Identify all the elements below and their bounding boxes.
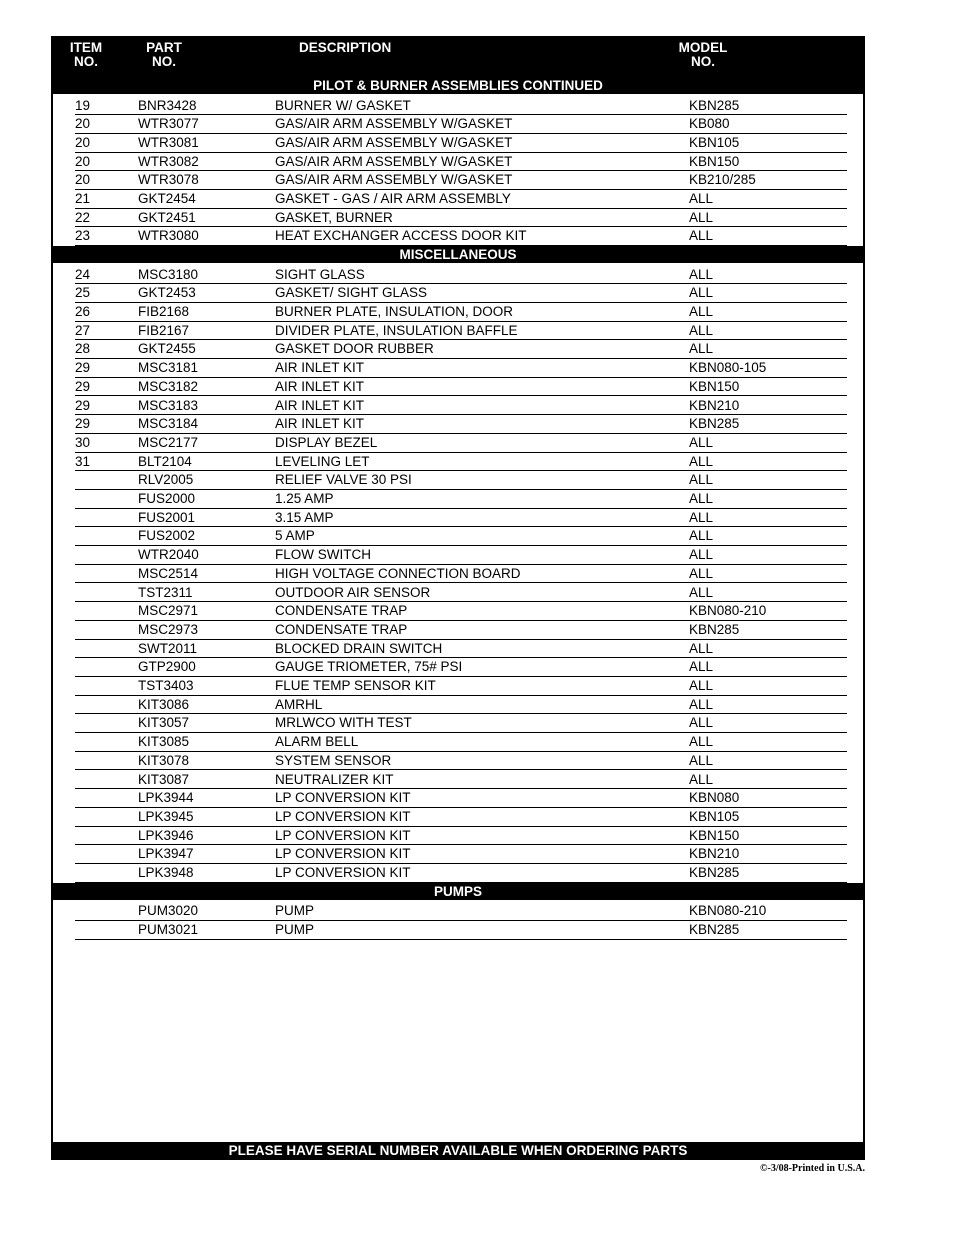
part-no-cell: WTR2040 xyxy=(138,547,199,563)
model-no-cell: ALL xyxy=(689,696,714,712)
table-row xyxy=(75,564,847,584)
model-no-cell: ALL xyxy=(689,509,714,525)
header-item-no-line1: ITEM xyxy=(69,40,103,55)
model-no-cell: ALL xyxy=(689,659,714,675)
part-no-cell: LPK3944 xyxy=(138,790,194,806)
part-no-cell: KIT3087 xyxy=(138,771,190,787)
description-cell: LEVELING LET xyxy=(275,453,370,469)
table-row xyxy=(75,920,847,940)
table-row xyxy=(75,826,847,846)
item-no-cell: 20 xyxy=(75,172,91,188)
model-no-cell: ALL xyxy=(689,734,714,750)
model-no-cell: ALL xyxy=(689,547,714,563)
table-row xyxy=(75,713,847,733)
description-cell: HEAT EXCHANGER ACCESS DOOR KIT xyxy=(275,228,527,244)
part-no-cell: SWT2011 xyxy=(138,640,198,656)
model-no-cell: ALL xyxy=(689,266,714,282)
table-row xyxy=(75,601,847,621)
description-cell: 1.25 AMP xyxy=(275,491,334,506)
part-no-cell: LPK3946 xyxy=(138,827,194,843)
table-row xyxy=(75,226,847,246)
part-no-cell: MSC2177 xyxy=(138,434,199,450)
item-no-cell: 26 xyxy=(75,304,91,319)
description-cell: HIGH VOLTAGE CONNECTION BOARD xyxy=(275,565,521,581)
item-no-cell: 27 xyxy=(75,322,91,338)
description-cell: GASKET/ SIGHT GLASS xyxy=(275,285,428,301)
part-no-cell: WTR3081 xyxy=(138,134,199,150)
header-model-no xyxy=(671,41,735,69)
part-no-cell: TST3403 xyxy=(138,678,194,693)
part-no-cell: RLV2005 xyxy=(138,472,194,488)
part-no-cell: WTR3078 xyxy=(138,172,199,188)
model-no-cell: ALL xyxy=(689,191,714,206)
description-cell: BURNER PLATE, INSULATION, DOOR xyxy=(275,304,514,319)
description-cell: GAS/AIR ARM ASSEMBLY W/GASKET xyxy=(275,172,513,188)
part-no-cell: KIT3078 xyxy=(138,752,190,768)
item-no-cell: 31 xyxy=(75,453,91,469)
part-no-cell: BLT2104 xyxy=(138,453,192,469)
description-cell: GAUGE TRIOMETER, 75# PSI xyxy=(275,659,463,675)
item-no-cell: 20 xyxy=(75,116,91,132)
description-cell: GAS/AIR ARM ASSEMBLY W/GASKET xyxy=(275,134,513,150)
table-row xyxy=(75,770,847,790)
item-no-cell: 29 xyxy=(75,360,91,376)
part-no-cell: PUM3020 xyxy=(138,903,199,919)
description-cell: MRLWCO WITH TEST xyxy=(275,715,412,731)
table-row xyxy=(75,433,847,453)
header-model-no-line1: MODEL xyxy=(678,40,728,55)
header-part-no-line2: NO. xyxy=(151,54,176,69)
table-row xyxy=(75,526,847,546)
model-no-cell: ALL xyxy=(689,584,714,600)
description-cell: SIGHT GLASS xyxy=(275,266,365,282)
header-part-no xyxy=(141,41,187,69)
part-no-cell: MSC2514 xyxy=(138,565,199,581)
model-no-cell: KBN150 xyxy=(689,827,740,843)
model-no-cell: ALL xyxy=(689,528,714,544)
item-no-cell: 29 xyxy=(75,416,91,432)
description-cell: OUTDOOR AIR SENSOR xyxy=(275,584,431,600)
table-header xyxy=(51,36,865,78)
part-no-cell: FUS2001 xyxy=(138,509,196,525)
table-row xyxy=(75,396,847,416)
model-no-cell: ALL xyxy=(689,491,714,506)
model-no-cell: ALL xyxy=(689,678,714,693)
part-no-cell: FIB2167 xyxy=(138,322,190,338)
description-cell: NEUTRALIZER KIT xyxy=(275,771,394,787)
part-no-cell: TST2311 xyxy=(138,584,193,600)
model-no-cell: ALL xyxy=(689,341,714,357)
description-cell: DISPLAY BEZEL xyxy=(275,434,378,450)
item-no-cell: 29 xyxy=(75,397,91,413)
description-cell: LP CONVERSION KIT xyxy=(275,865,411,880)
part-no-cell: BNR3428 xyxy=(138,97,197,113)
part-no-cell: PUM3021 xyxy=(138,921,199,937)
model-no-cell: KBN080-210 xyxy=(689,603,767,619)
item-no-cell: 20 xyxy=(75,153,91,169)
table-row xyxy=(75,377,847,397)
description-cell: RELIEF VALVE 30 PSI xyxy=(275,472,412,488)
part-no-cell: FUS2000 xyxy=(138,491,196,506)
model-no-cell: ALL xyxy=(689,453,714,469)
description-cell: LP CONVERSION KIT xyxy=(275,808,411,824)
model-no-cell: ALL xyxy=(689,752,714,768)
header-item-no xyxy=(63,41,109,69)
part-no-cell: LPK3945 xyxy=(138,808,194,824)
table-row xyxy=(75,657,847,677)
description-cell: 3.15 AMP xyxy=(275,509,334,525)
section-header: PUMPS xyxy=(51,883,865,900)
model-no-cell: ALL xyxy=(689,285,714,301)
model-no-cell: KB080 xyxy=(689,116,730,132)
description-cell: GAS/AIR ARM ASSEMBLY W/GASKET xyxy=(275,116,513,132)
table-row xyxy=(75,265,847,285)
table-row xyxy=(75,189,847,209)
model-no-cell: KBN080-210 xyxy=(689,903,767,919)
footer-notice: PLEASE HAVE SERIAL NUMBER AVAILABLE WHEN ORDERING PARTS xyxy=(51,1142,865,1160)
description-cell: PUMP xyxy=(275,921,315,937)
description-cell: GASKET - GAS / AIR ARM ASSEMBLY xyxy=(275,191,511,206)
section-header: MISCELLANEOUS xyxy=(51,246,865,263)
model-no-cell: KBN105 xyxy=(689,134,740,150)
description-cell: CONDENSATE TRAP xyxy=(275,621,408,637)
model-no-cell: KB210/285 xyxy=(689,172,756,188)
table-row xyxy=(75,676,847,696)
description-cell: GAS/AIR ARM ASSEMBLY W/GASKET xyxy=(275,153,513,169)
table-row xyxy=(75,339,847,359)
description-cell: DIVIDER PLATE, INSULATION BAFFLE xyxy=(275,322,518,338)
model-no-cell: KBN285 xyxy=(689,416,740,432)
model-no-cell: KBN080-105 xyxy=(689,360,767,376)
model-no-cell: ALL xyxy=(689,640,714,656)
item-no-cell: 19 xyxy=(75,97,91,113)
part-no-cell: MSC3181 xyxy=(138,360,199,376)
part-no-cell: FUS2002 xyxy=(138,528,196,544)
model-no-cell: ALL xyxy=(689,304,714,319)
part-no-cell: KIT3085 xyxy=(138,734,190,750)
description-cell: SYSTEM SENSOR xyxy=(275,752,392,768)
model-no-cell: KBN285 xyxy=(689,97,740,113)
part-no-cell: LPK3947 xyxy=(138,846,194,862)
description-cell: GASKET DOOR RUBBER xyxy=(275,341,434,357)
part-no-cell: GKT2451 xyxy=(138,209,196,225)
model-no-cell: KBN285 xyxy=(689,621,740,637)
table-row xyxy=(75,863,847,883)
item-no-cell: 25 xyxy=(75,285,91,301)
part-no-cell: MSC3180 xyxy=(138,266,199,282)
description-cell: AIR INLET KIT xyxy=(275,360,365,376)
description-cell: LP CONVERSION KIT xyxy=(275,827,411,843)
part-no-cell: GKT2455 xyxy=(138,341,196,357)
table-row xyxy=(75,321,847,341)
table-row xyxy=(75,695,847,715)
model-no-cell: ALL xyxy=(689,228,714,244)
item-no-cell: 22 xyxy=(75,209,91,225)
description-cell: PUMP xyxy=(275,903,315,919)
part-no-cell: WTR3082 xyxy=(138,153,199,169)
table-row xyxy=(75,208,847,228)
model-no-cell: ALL xyxy=(689,472,714,488)
table-row xyxy=(75,844,847,864)
table-row xyxy=(75,732,847,752)
section-header: PILOT & BURNER ASSEMBLIES CONTINUED xyxy=(51,77,865,94)
model-no-cell: ALL xyxy=(689,322,714,338)
model-no-cell: KBN210 xyxy=(689,846,740,862)
model-no-cell: KBN210 xyxy=(689,397,740,413)
part-no-cell: MSC3183 xyxy=(138,397,199,413)
part-no-cell: FIB2168 xyxy=(138,304,190,319)
table-row xyxy=(75,414,847,434)
table-row xyxy=(75,152,847,172)
header-description-text: DESCRIPTION xyxy=(299,40,392,55)
table-row xyxy=(75,901,847,921)
description-cell: LP CONVERSION KIT xyxy=(275,790,411,806)
table-row xyxy=(75,283,847,303)
description-cell: GASKET, BURNER xyxy=(275,209,393,225)
description-cell: AIR INLET KIT xyxy=(275,416,365,432)
header-model-no-line2: NO. xyxy=(690,54,715,69)
description-cell: AIR INLET KIT xyxy=(275,397,365,413)
part-no-cell: MSC3184 xyxy=(138,416,199,432)
table-row xyxy=(75,583,847,603)
table-row xyxy=(75,639,847,659)
table-row xyxy=(75,751,847,771)
part-no-cell: KIT3086 xyxy=(138,696,190,712)
part-no-cell: GTP2900 xyxy=(138,659,196,675)
description-cell: FLOW SWITCH xyxy=(275,547,371,563)
description-cell: BLOCKED DRAIN SWITCH xyxy=(275,640,443,656)
table-row xyxy=(75,489,847,509)
model-no-cell: KBN150 xyxy=(689,378,740,394)
model-no-cell: KBN080 xyxy=(689,790,740,806)
item-no-cell: 20 xyxy=(75,134,91,150)
table-row xyxy=(75,452,847,472)
model-no-cell: KBN105 xyxy=(689,808,740,824)
item-no-cell: 28 xyxy=(75,341,91,357)
table-row xyxy=(75,170,847,190)
model-no-cell: KBN285 xyxy=(689,865,740,880)
description-cell: CONDENSATE TRAP xyxy=(275,603,408,619)
part-no-cell: GKT2453 xyxy=(138,285,196,301)
header-part-no-line1: PART xyxy=(146,40,182,55)
part-no-cell: MSC3182 xyxy=(138,378,199,394)
header-item-no-line2: NO. xyxy=(73,54,98,69)
model-no-cell: KBN285 xyxy=(689,921,740,937)
model-no-cell: KBN150 xyxy=(689,153,740,169)
table-row xyxy=(75,114,847,134)
table-row xyxy=(75,470,847,490)
header-description xyxy=(299,41,391,55)
table-row xyxy=(75,302,847,322)
model-no-cell: ALL xyxy=(689,209,714,225)
table-row xyxy=(75,545,847,565)
table-row xyxy=(75,788,847,808)
description-cell: 5 AMP xyxy=(275,528,315,544)
description-cell: AIR INLET KIT xyxy=(275,378,365,394)
table-row xyxy=(75,358,847,378)
part-no-cell: MSC2973 xyxy=(138,621,199,637)
part-no-cell: WTR3077 xyxy=(138,116,199,132)
table-row xyxy=(75,620,847,640)
item-no-cell: 23 xyxy=(75,228,91,244)
description-cell: ALARM BELL xyxy=(275,734,359,750)
table-row xyxy=(75,508,847,528)
description-cell: AMRHL xyxy=(275,696,323,712)
part-no-cell: KIT3057 xyxy=(138,715,190,731)
description-cell: BURNER W/ GASKET xyxy=(275,97,411,113)
description-cell: FLUE TEMP SENSOR KIT xyxy=(275,678,436,693)
table-row xyxy=(75,133,847,153)
part-no-cell: GKT2454 xyxy=(138,191,196,206)
description-cell: LP CONVERSION KIT xyxy=(275,846,411,862)
model-no-cell: ALL xyxy=(689,771,714,787)
item-no-cell: 30 xyxy=(75,434,91,450)
model-no-cell: ALL xyxy=(689,434,714,450)
part-no-cell: WTR3080 xyxy=(138,228,199,244)
model-no-cell: ALL xyxy=(689,715,714,731)
model-no-cell: ALL xyxy=(689,565,714,581)
item-no-cell: 29 xyxy=(75,378,91,394)
part-no-cell: LPK3948 xyxy=(138,865,194,880)
table-row xyxy=(75,807,847,827)
copyright-note: ©-3/08-Printed in U.S.A. xyxy=(760,1163,865,1174)
item-no-cell: 21 xyxy=(75,191,91,206)
table-row xyxy=(75,96,847,116)
part-no-cell: MSC2971 xyxy=(138,603,199,619)
item-no-cell: 24 xyxy=(75,266,91,282)
